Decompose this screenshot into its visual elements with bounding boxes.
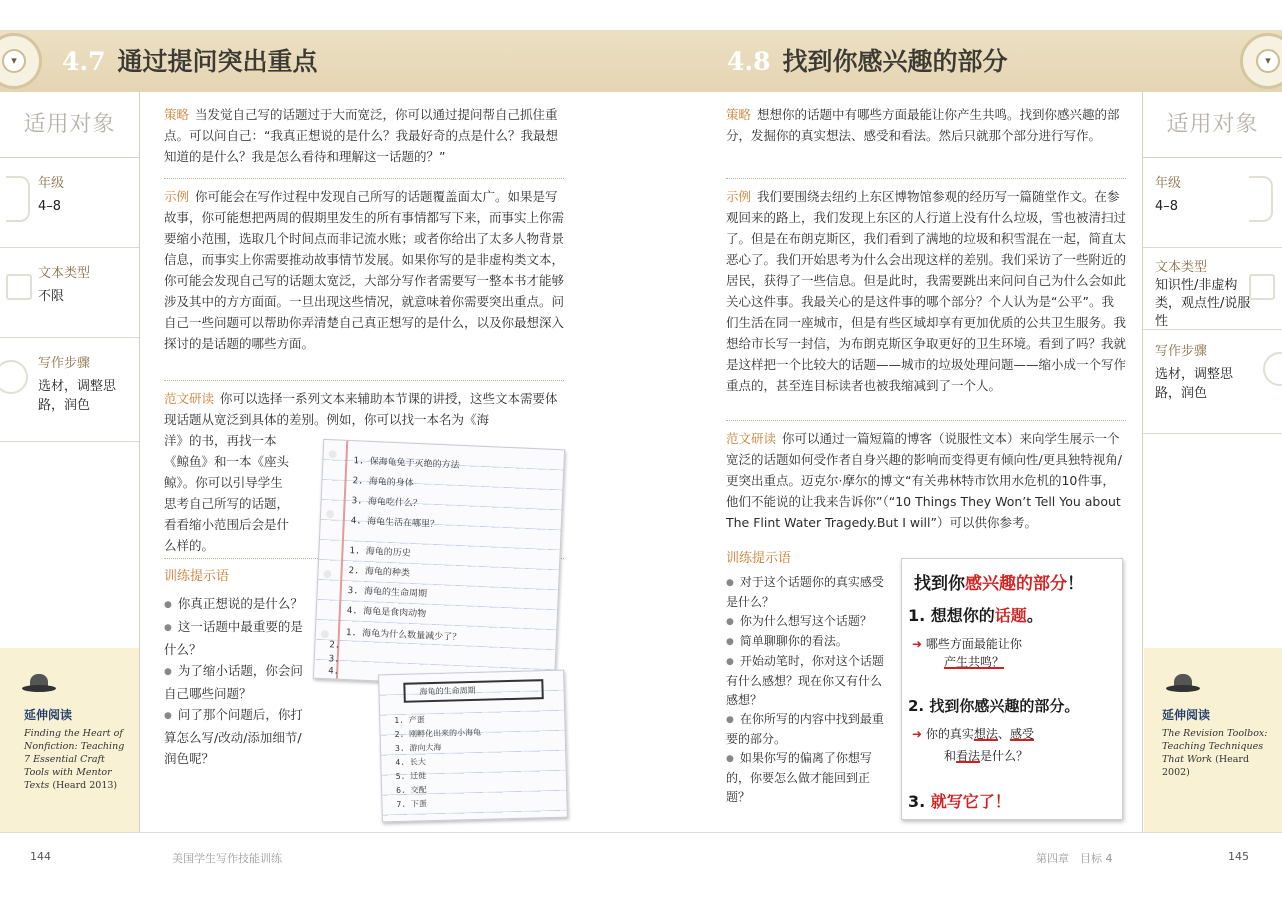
example-text: 你可能会在写作过程中发现自己所写的话题覆盖面太广。如果是写故事，你可能想把两周的假期里发生的所有事情都写下来，而事实上你需要缩小范围，选取几个时间点而非记流水账；或者你给出了太多人物背景信息，而事实上你需要推动故事情节发展。如果你写的是非虚构类文本，你可能会发现自己写的话题太宽泛，大部分写作者需要写一整本书才能够涉及其中的方方面面。一旦出现这些情况，就意味着你需要突出重点。问自己一些问题可以帮助你弄清楚自己真正想写的是什么，以及你最想深入探讨的是话题的哪些方面。 bbox=[164, 189, 565, 351]
section-divider bbox=[726, 178, 1126, 179]
handwritten-title: 海龟的生命周期 bbox=[419, 685, 476, 697]
poster-text: 产生共鸣？ bbox=[944, 655, 1005, 669]
handwritten-line: 3. 海龟吃什么？ bbox=[351, 496, 423, 510]
hat-icon bbox=[22, 674, 54, 694]
extended-reading-label: 延伸阅读 bbox=[1162, 708, 1211, 722]
poster-step-2-sub2 bbox=[944, 747, 1028, 764]
poster-title-highlight: 感兴趣的部分 bbox=[965, 574, 1067, 594]
poster-text: 1. 想想你的 bbox=[908, 606, 995, 625]
section-medal-icon: ▾ bbox=[1240, 33, 1282, 89]
poster-text: 你的真实 bbox=[925, 727, 974, 741]
handwritten-line: 1. 保海龟免于灭绝的方法 bbox=[353, 456, 460, 471]
hat-icon bbox=[1166, 674, 1198, 694]
prompt-item: ● 这一话题中最重要的是什么？ bbox=[164, 616, 304, 660]
handwritten-line: 3. 游向大海 bbox=[394, 742, 442, 754]
right-sidebar bbox=[1142, 92, 1282, 832]
section-divider bbox=[726, 420, 1126, 421]
genre-label: 文本类型 bbox=[1155, 260, 1208, 275]
arrow-right-icon: ➜ bbox=[912, 727, 923, 741]
strategy-label: 策略 bbox=[164, 107, 190, 122]
grid-decoration-icon bbox=[6, 274, 32, 300]
poster-text: 3. bbox=[908, 792, 931, 811]
poster-text: 想法 bbox=[973, 727, 998, 741]
poster-text: 。 bbox=[1026, 606, 1043, 625]
handwritten-line: 2. 刚孵化出来的小海龟 bbox=[394, 727, 482, 740]
left-section-header bbox=[0, 30, 641, 92]
prompt-list bbox=[726, 573, 892, 807]
poster-text-red: 就写它了！ bbox=[930, 792, 1011, 811]
strategy-text: 想想你的话题中有哪些方面最能让你产生共鸣。找到你感兴趣的部分，发掘你的真实想法、感受和看法。然后只就那个部分进行写作。 bbox=[726, 107, 1120, 143]
extended-reading-title bbox=[24, 727, 129, 792]
notebook-page-image bbox=[378, 670, 568, 823]
handwritten-line: 7. 下蛋 bbox=[396, 799, 428, 810]
footer-rule bbox=[0, 832, 1282, 833]
mentor-text: 么样的。 bbox=[164, 538, 215, 553]
handwritten-line: 1. 产蛋 bbox=[394, 715, 425, 726]
book-title: Finding the Heart of Nonfiction: Teaching 7 Essential Craft Tools with Mentor Texts bbox=[24, 728, 125, 791]
left-section-title bbox=[62, 42, 318, 78]
extended-reading-label: 延伸阅读 bbox=[24, 708, 73, 722]
grade-label: 年级 bbox=[1155, 176, 1182, 191]
handwritten-line: 1. 海龟为什么数量减少了？ bbox=[345, 628, 462, 644]
poster-text: 、 bbox=[997, 727, 1010, 741]
poster-text: 感受 bbox=[1009, 727, 1034, 741]
poster-step-2: 2. 找到你感兴趣的部分。 bbox=[908, 697, 1080, 715]
mentor-section bbox=[726, 428, 1126, 533]
strategy-text: 当发觉自己写的话题过于大而宽泛，你可以通过提问帮自己抓住重点。可以问自己：“我真正想说的是什么？我最好奇的点是什么？我最想知道的是什么？我是怎么看待和理解这一话题的？” bbox=[164, 107, 558, 164]
section-medal-icon: ▾ bbox=[0, 33, 42, 89]
example-label: 示例 bbox=[164, 189, 190, 204]
sidebar-grade bbox=[1143, 158, 1282, 248]
sidebar-grade bbox=[0, 158, 139, 248]
extended-reading-title bbox=[1162, 727, 1273, 779]
handwritten-line: 4. 海龟是食肉动物 bbox=[346, 606, 427, 620]
handwritten-line: 3. bbox=[328, 654, 340, 665]
handwritten-line: 2. bbox=[329, 640, 341, 651]
mentor-text: 看看缩小范围后会是什 bbox=[164, 517, 290, 532]
mentor-label: 范文研读 bbox=[164, 391, 215, 406]
steps-label: 写作步骤 bbox=[1155, 344, 1208, 359]
section-title-text: 通过提问突出重点 bbox=[117, 47, 318, 76]
sidebar-genre bbox=[0, 248, 139, 338]
poster-step-1-sub bbox=[912, 635, 1022, 652]
mentor-text: 思考自己所写的话题， bbox=[164, 496, 290, 511]
poster-step-3 bbox=[908, 789, 1011, 812]
prompt-item: ● 开始动笔时，你对这个话题有什么感想？现在你又有什么感想？ bbox=[726, 652, 892, 710]
mentor-section bbox=[164, 388, 564, 430]
prompt-item: ● 如果你写的偏离了你想写的，你要怎么做才能回到正题？ bbox=[726, 749, 892, 807]
right-running-head: 第四章 目标 4 bbox=[1036, 852, 1113, 865]
arrow-right-icon: ➜ bbox=[912, 637, 923, 651]
left-page-number: 144 bbox=[30, 850, 51, 863]
mentor-text: 《鲸鱼》和一本《座头 bbox=[164, 454, 290, 469]
handwritten-line: 5. 迁徙 bbox=[395, 771, 427, 782]
notebook-page-image bbox=[313, 439, 565, 689]
book-meta: (Heard 2013) bbox=[52, 780, 118, 791]
prompt-item: ● 你真正想说的是什么？ bbox=[164, 593, 304, 616]
strategy-section bbox=[164, 104, 564, 167]
section-number: 4.8 bbox=[727, 47, 771, 76]
prompt-item: ● 问了那个问题后，你打算怎么写/改动/添加细节/润色呢？ bbox=[164, 704, 304, 769]
mentor-text: 鲸》。你可以引导学生 bbox=[164, 475, 283, 490]
grade-value: 4–8 bbox=[38, 199, 62, 214]
mentor-label: 范文研读 bbox=[726, 431, 777, 446]
handwritten-line: 3. 海龟的生命周期 bbox=[347, 586, 428, 600]
section-title-text: 找到你感兴趣的部分 bbox=[782, 47, 1008, 76]
grade-label: 年级 bbox=[38, 176, 65, 191]
section-number: 4.7 bbox=[62, 47, 106, 76]
prompt-item: ● 在你所写的内容中找到最重要的部分。 bbox=[726, 710, 892, 749]
section-divider bbox=[164, 178, 564, 179]
sidebar-steps bbox=[0, 338, 139, 442]
extended-reading-box bbox=[0, 648, 139, 832]
example-section bbox=[164, 186, 564, 354]
poster-step-1-sub2 bbox=[944, 653, 1004, 670]
page-top-margin bbox=[0, 0, 1282, 30]
genre-label: 文本类型 bbox=[38, 266, 91, 281]
grid-decoration-icon bbox=[1249, 274, 1275, 300]
example-section bbox=[726, 186, 1126, 396]
right-section-title bbox=[727, 42, 1008, 78]
book-title: The Revision Toolbox: Teaching Techniques That Work bbox=[1162, 728, 1268, 765]
bracket-decoration-icon bbox=[6, 176, 30, 222]
book-meta: (Heard 2002) bbox=[1162, 754, 1250, 778]
sidebar-heading: 适用对象 bbox=[0, 92, 139, 158]
handwritten-line: 2. 海龟的种类 bbox=[348, 566, 411, 579]
handwritten-line: 1. 海龟的历史 bbox=[349, 546, 411, 559]
handwritten-line: 6. 交配 bbox=[396, 785, 427, 796]
prompts-section bbox=[164, 566, 304, 769]
handwritten-line: 4. 海龟生活在哪里？ bbox=[350, 516, 440, 530]
poster-title-part: ！ bbox=[1067, 574, 1084, 594]
steps-value: 选材，调整思路，润色 bbox=[38, 379, 117, 413]
extended-reading-box bbox=[1144, 648, 1282, 832]
poster-text: 看法 bbox=[956, 749, 981, 763]
right-page-number: 145 bbox=[1228, 850, 1249, 863]
sidebar-genre bbox=[1143, 248, 1282, 330]
prompts-label: 训练提示语 bbox=[164, 569, 230, 584]
right-section-header bbox=[641, 30, 1282, 92]
prompt-item: ● 为了缩小话题，你会问自己哪些问题？ bbox=[164, 660, 304, 704]
mentor-text: 你可以选择一系列文本来辅助本节课的讲授，这些文本需要体现话题从宽泛到具体的差别。例如，你可以找一本名为《海 bbox=[164, 391, 558, 427]
example-text: 我们要围绕去纽约上东区博物馆参观的经历写一篇随堂作文。在参观回来的路上，我们发现上东区的人行道上没有什么垃圾，雪也被清扫过了。但是在布朗克斯区，我们看到了满地的垃圾和积雪混在一起，简直太恶心了。我们开始思考为什么会出现这样的差别。我们采访了一些附近的居民，获得了一些信息。但是此时，我需要跳出来问问自己为什么会如此关心这件事。我最关心的是这件事的哪个部分？个人认为是“公平”。我们生活在同一座城市，但是有些区域却享有更加优质的公共卫生服务。我想给市长写一封信，为布朗克斯区争取更好的卫生环境。看到了吗？我就是这样把一个比较大的话题——城市的垃圾处理问题——缩小成一个写作重点的，甚至连目标读者也被我缩减到了一个人。 bbox=[726, 189, 1127, 393]
mentor-text: 你可以通过一篇短篇的博客（说服性文本）来向学生展示一个宽泛的话题如何受作者自身兴趣的影响而变得更有倾向性/更具独特视角/更突出重点。迈克尔·摩尔的博文“有关弗林特市饮用水危机的10件事，他们不能说的让我来告诉你”（“10 Things They Won’t Tell You about The Flint Water Tragedy.But I will”）可以供你参考。 bbox=[726, 431, 1122, 530]
left-running-head: 美国学生写作技能训练 bbox=[172, 852, 282, 865]
mentor-text: 洋》的书，再找一本 bbox=[164, 433, 277, 448]
genre-value: 知识性/非虚构类，观点性/说服性 bbox=[1155, 278, 1251, 329]
genre-value: 不限 bbox=[38, 289, 65, 304]
poster-text: 是什么？ bbox=[980, 749, 1029, 763]
poster-text-red: 话题 bbox=[994, 606, 1027, 625]
handwritten-line: 2. 海龟的身体 bbox=[352, 476, 414, 489]
poster-title bbox=[914, 569, 1084, 594]
prompt-item: ● 你为什么想写这个话题？ bbox=[726, 612, 892, 632]
poster-text: 和 bbox=[944, 749, 957, 763]
example-label: 示例 bbox=[726, 189, 752, 204]
bracket-decoration-icon bbox=[1249, 176, 1273, 222]
prompt-item: ● 对于这个话题你的真实感受是什么？ bbox=[726, 573, 892, 612]
prompts-label: 训练提示语 bbox=[726, 551, 792, 566]
steps-label: 写作步骤 bbox=[38, 356, 91, 371]
poster-text: 哪些方面最能让你 bbox=[925, 637, 1022, 651]
cycle-decoration-icon bbox=[0, 360, 28, 394]
poster-step-2-sub bbox=[912, 725, 1034, 742]
sidebar-heading: 适用对象 bbox=[1143, 92, 1282, 158]
anchor-chart-poster bbox=[901, 558, 1123, 820]
grade-value: 4–8 bbox=[1155, 199, 1179, 214]
prompt-list bbox=[164, 593, 304, 769]
handwritten-line: 4. 长大 bbox=[395, 757, 426, 768]
strategy-section bbox=[726, 104, 1126, 146]
poster-step-1 bbox=[908, 603, 1043, 626]
poster-title-part: 找到你 bbox=[914, 574, 965, 594]
prompts-section bbox=[726, 548, 892, 807]
section-divider bbox=[164, 380, 564, 381]
left-sidebar bbox=[0, 92, 140, 832]
prompt-item: ● 简单聊聊你的看法。 bbox=[726, 632, 892, 652]
handwritten-line: 4. bbox=[327, 666, 340, 677]
sidebar-steps bbox=[1143, 330, 1282, 434]
strategy-label: 策略 bbox=[726, 107, 752, 122]
mentor-section-narrow bbox=[164, 430, 304, 556]
steps-value: 选材，调整思路，润色 bbox=[1155, 367, 1234, 401]
